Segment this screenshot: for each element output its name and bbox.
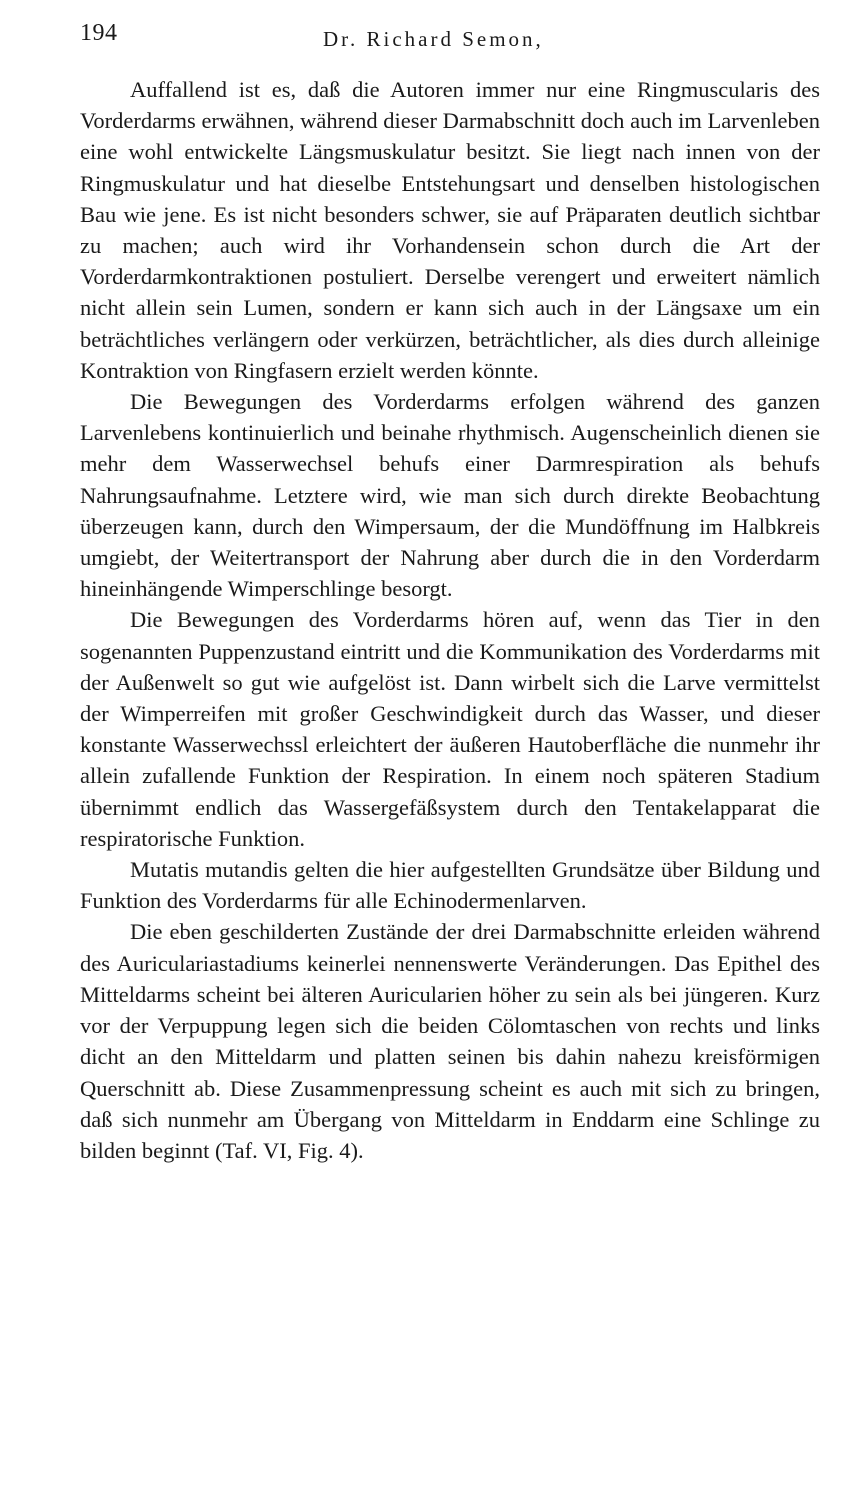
running-head-author: Dr. Richard Semon, [323,27,544,51]
paragraph-auricularia-stage: Die eben geschilderten Zustände der drei Darmabschnitte erleiden während des Auriculariastadiums keinerlei nennenswerte Veränderungen. Das Epithel des Mitteldarms scheint bei älteren Auricularien höher zu sein als bei jüngeren. Kurz vor der Verpuppung legen sich die beiden Cölomtaschen von rechts und links dicht an den Mitteldarm und platten seinen bis dahin nahezu kreisförmigen Querschnitt ab. Diese Zusammenpressung scheint es auch mit sich zu bringen, daß sich nunmehr am Übergang von Mitteldarm in Enddarm eine Schlinge zu bilden beginnt (Taf. VI, Fig. 4). [80,919,820,1163]
body-text [80,74,820,1166]
paragraph-pupal-stage: Die Bewegungen des Vorderdarms hören auf, wenn das Tier in den sogenannten Puppenzustand eintritt und die Kommunikation des Vorderdarms mit der Außenwelt so gut wie aufgelöst ist. Dann wirbelt sich die Larve vermittelst der Wimperreifen mit großer Geschwindigkeit durch das Wasser, und dieser konstante Wasserwechssl erleichtert der äußeren Hautoberfläche die nunmehr ihr allein zufallende Funktion der Respiration. In einem noch späteren Stadium übernimmt endlich das Wassergefäßsystem durch den Tentakelapparat die respiratorische Funktion. [80,607,820,851]
paragraph-longitudinal-musculature: Auffallend ist es, daß die Autoren immer nur eine Ringmuscularis des Vorderdarms erwähnen, während dieser Darmabschnitt doch auch im Larvenleben eine wohl entwickelte Längsmuskulatur besitzt. Sie liegt nach innen von der Ringmuskulatur und hat dieselbe Entstehungsart und denselben histologischen Bau wie jene. Es ist nicht besonders schwer, sie auf Präparaten deutlich sichtbar zu machen; auch wird ihr Vorhandensein schon durch die Art der Vorderdarmkontraktionen postuliert. Derselbe verengert und erweitert nämlich nicht allein sein Lumen, sondern er kann sich auch in der Längsaxe um ein beträchtliches verlängern oder verkürzen, beträchtlicher, als dies durch alleinige Kontraktion von Ringfasern erzielt werden könnte. [80,77,820,383]
paragraph-echinoderm-larvae: Mutatis mutandis gelten die hier aufgestellten Grundsätze über Bildung und Funktion des Vorderdarms für alle Echinodermenlarven. [80,857,820,914]
page-header [80,20,820,60]
paragraph-foregut-movements: Die Bewegungen des Vorderdarms erfolgen während des ganzen Larvenlebens kontinuierlich und beinahe rhythmisch. Augenscheinlich dienen sie mehr dem Wasserwechsel behufs einer Darmrespiration als behufs Nahrungsaufnahme. Letztere wird, wie man sich durch direkte Beobachtung überzeugen kann, durch den Wimpersaum, der die Mundöffnung im Halbkreis umgiebt, der Weitertransport der Nahrung aber durch die in den Vorderdarm hineinhängende Wimperschlinge besorgt. [80,389,820,602]
page-number: 194 [80,20,118,46]
